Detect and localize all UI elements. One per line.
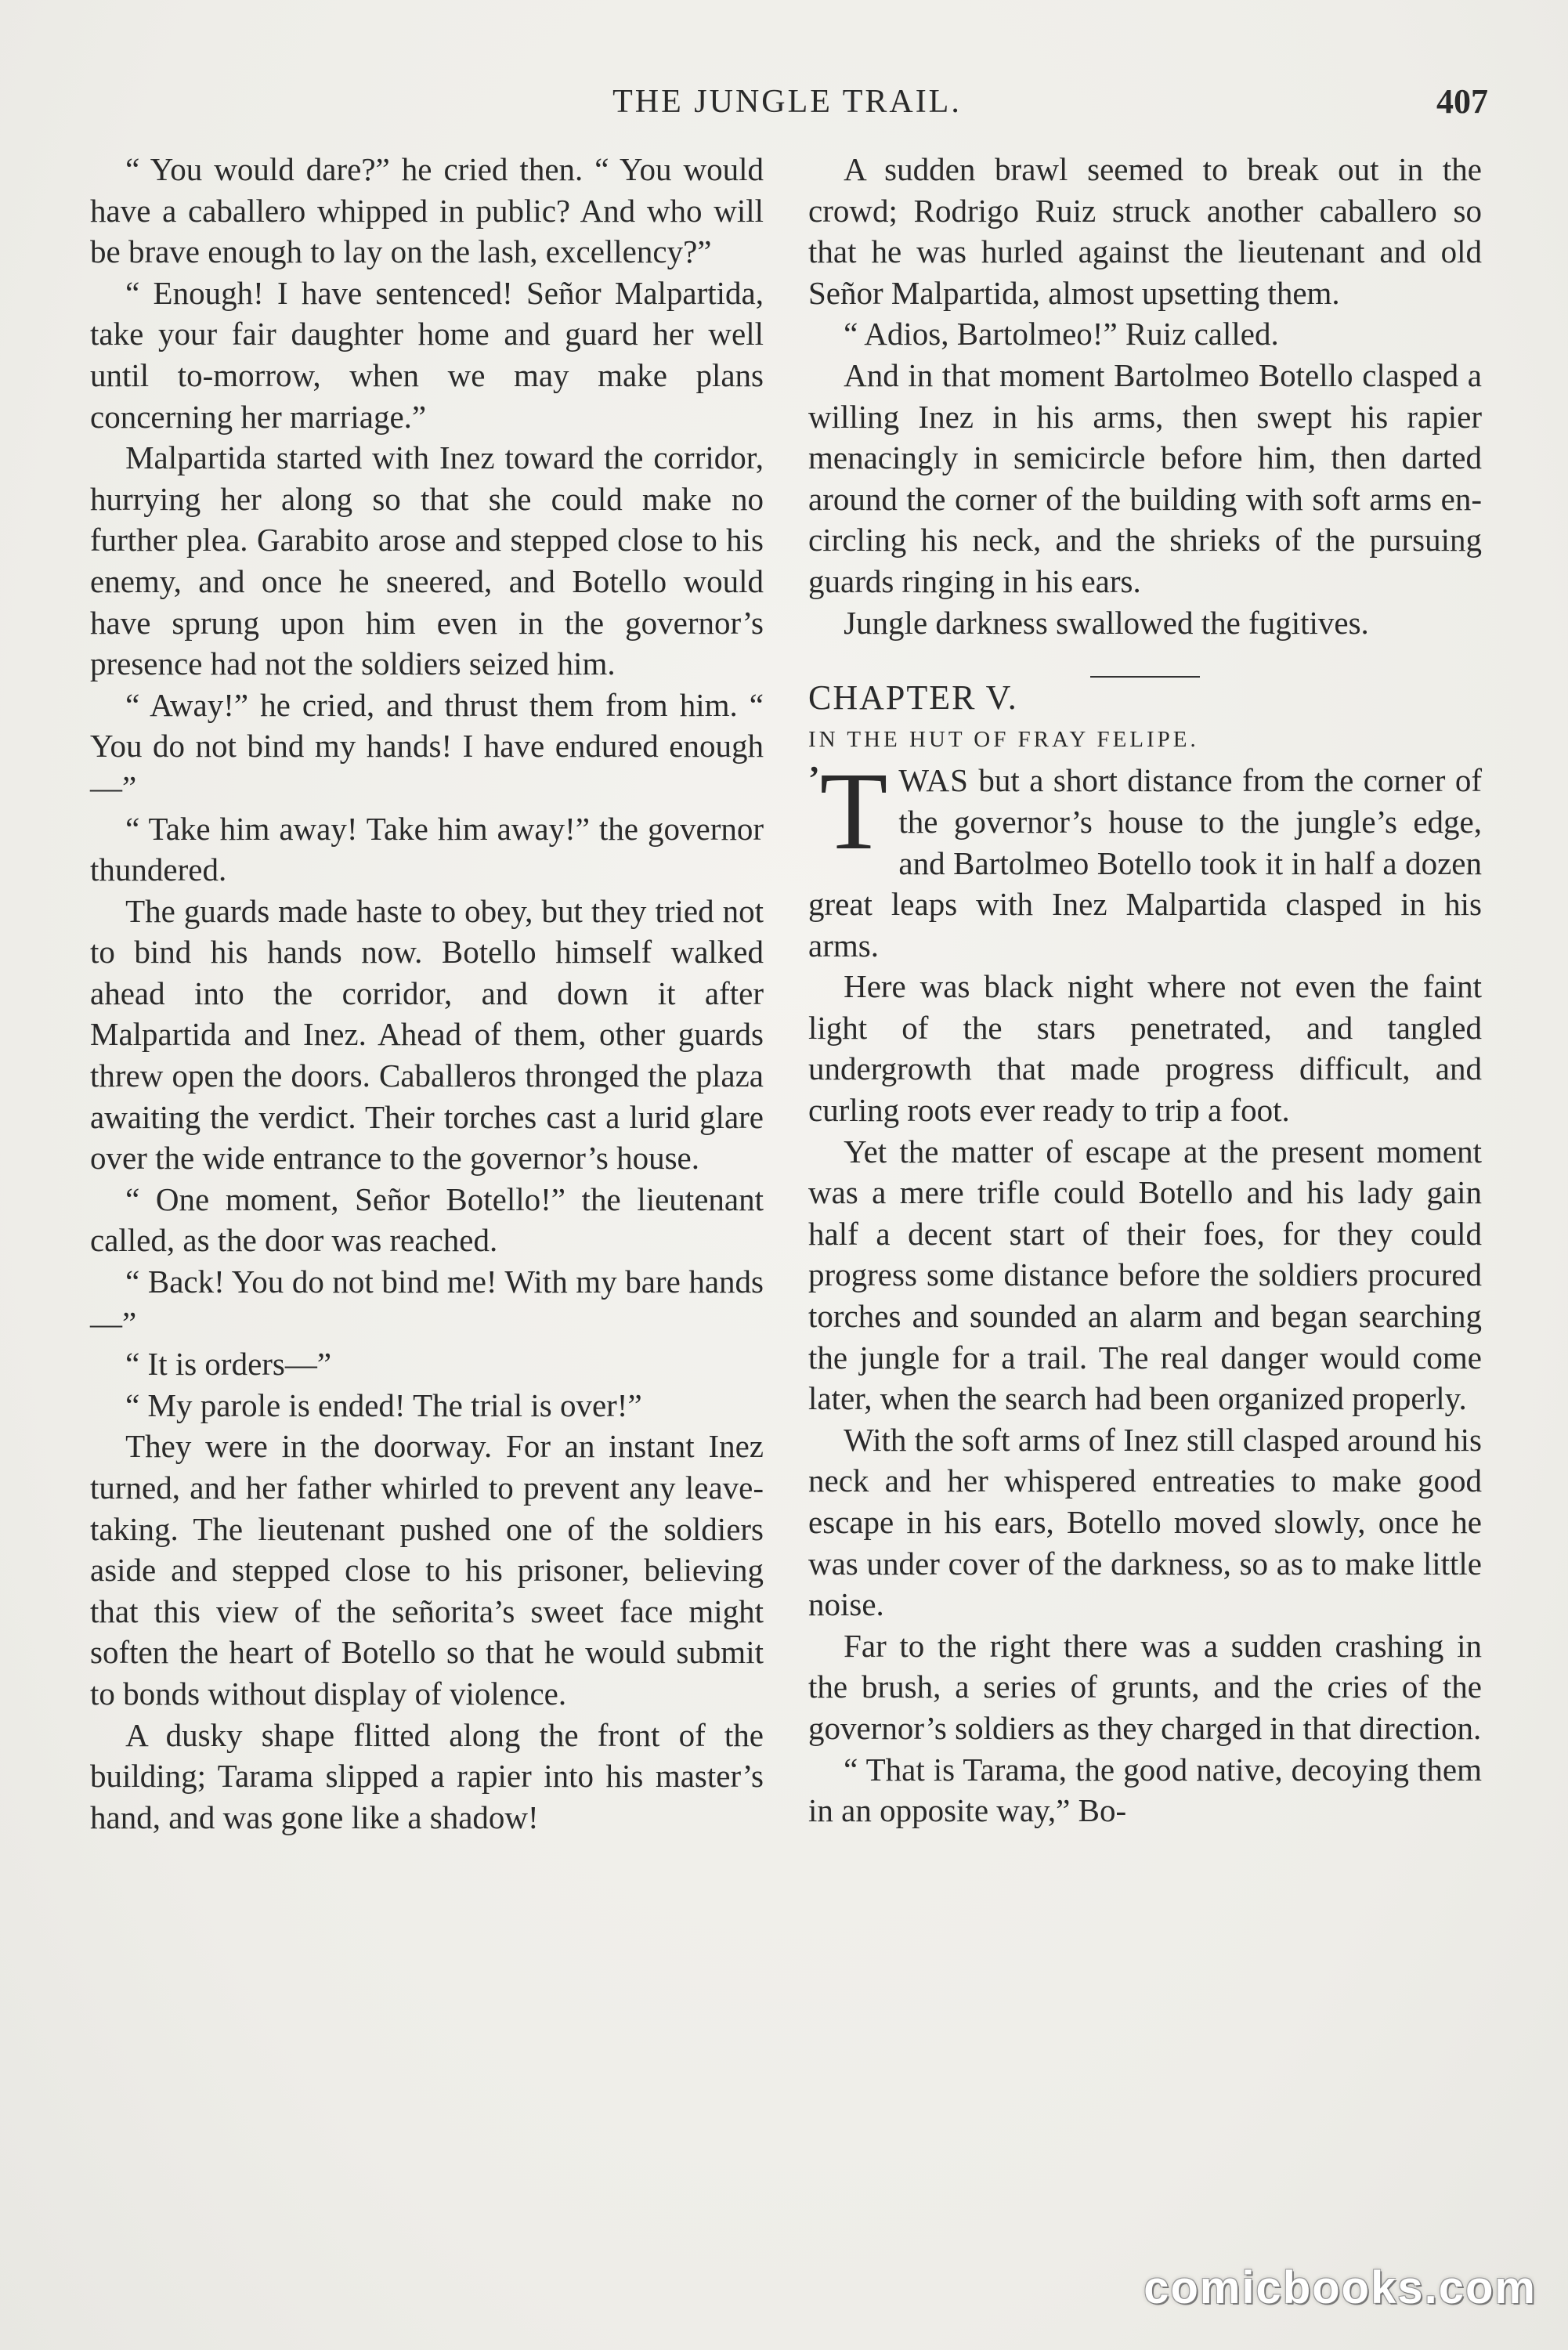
paragraph: They were in the doorway. For an instant Inez turned, and her father whirled to prevent any leave-taking. The lieutenant pushed one of the soldiers aside and stepped close to his prisoner, believing that this view of the señorita’s sweet face might soften the heart of Botello so that he would submit to bonds without display of violence.	[90, 1428, 764, 1712]
paragraph: Here was black night where not even the faint light of the stars penetrated, and tangled undergrowth that made progress difficult, and curling roots ever ready to trip a foot.	[808, 968, 1482, 1129]
chapter-title: IN THE HUT OF FRAY FELIPE.	[808, 726, 1199, 752]
paragraph: With the soft arms of Inez still clasped around his neck and her whispered entreaties to make good escape in his ears, Botello moved slowly, once he was under cover of the darkness, so as to make little noise.	[808, 1421, 1482, 1623]
right-column	[808, 149, 1482, 1831]
chapter-opening-paragraph	[808, 749, 1482, 966]
paragraph: “ One moment, Señor Botello!” the lieutenant called, as the door was reached.	[90, 1180, 764, 1259]
paragraph: Jungle darkness swallowed the fugitives.	[844, 604, 1369, 641]
first-word-rest: WAS	[898, 762, 969, 799]
paragraph: “ You would dare?” he cried then. “ You would have a caballero whipped in public? And who will be brave enough to lay on the lash, excellency?”	[90, 151, 764, 270]
page-number: 407	[1436, 82, 1488, 121]
paragraph: A dusky shape flitted along the front of the building; Tarama slipped a rapier into his master’s hand, and was gone like a shadow!	[90, 1716, 764, 1835]
paragraph: Malpartida started with Inez toward the corridor, hurrying her along so that she could make no further plea. Garabito arose and stepped close to his enemy, and once he sneered, and Botello would have sprung upon him even in the governor’s presence had not the soldiers seized him.	[90, 439, 764, 682]
paragraph: The guards made haste to obey, but they tried not to bind his hands now. Botello himself walked ahead into the corridor, and down it after Malpartida and Inez. Ahead of them, other guards threw open the doors. Caballeros thronged the plaza awaiting the verdict. Their torches cast a lurid glare over the wide entrance to the governor’s house.	[90, 892, 764, 1177]
paragraph: A sudden brawl seemed to break out in the crowd; Rodrigo Ruiz struck another caballero so that he was hurled against the lieutenant and old Señor Malpartida, almost upsetting them.	[808, 151, 1482, 311]
paragraph: “ My parole is ended! The trial is over!”	[125, 1386, 642, 1423]
running-head	[86, 78, 1488, 125]
site-watermark: comicbooks.com	[1143, 2262, 1537, 2313]
drop-cap-letter: T	[819, 749, 888, 873]
paragraph: “ It is orders—”	[125, 1346, 332, 1383]
opening-text: but a short distance from the corner of the governor’s house to the jungle’s edge, and Bartolmeo Botello took it in half a dozen great leaps with Inez Malpartida clasped in his arms.	[808, 762, 1482, 964]
paragraph: “ Back! You do not bind me! With my bare hands—”	[90, 1264, 764, 1341]
paragraph: “ That is Tarama, the good native, decoying them in an opposite way,” Bo-	[808, 1751, 1482, 1829]
dropcap-apostrophe: ’	[808, 759, 820, 798]
paragraph: And in that moment Bartolmeo Botello clasped a willing Inez in his arms, then swept his rapier menacingly in semicircle before him, then darted around the corner of the building with soft arms encircling his neck, and the shrieks of the pursuing guards ringing in his ears.	[808, 356, 1482, 599]
left-column	[90, 149, 764, 1838]
paragraph: Far to the right there was a sudden crashing in the brush, a series of grunts, and the cries of the governor’s soldiers as they charged in that direction.	[808, 1627, 1482, 1746]
paragraph: “ Enough! I have sentenced! Señor Malpartida, take your fair daughter home and guard her well until to-morrow, when we may make plans concerning her marriage.”	[90, 274, 764, 435]
paragraph: “ Take him away! Take him away!” the governor thundered.	[90, 810, 764, 888]
paragraph: Yet the matter of escape at the present moment was a mere trifle could Botello and his lady gain half a decent start of their foes, for they could progress some distance before the soldiers procured torches and sounded an alarm and began searching the jungle for a trail. The real danger would come later, when the search had been organized properly.	[808, 1133, 1482, 1417]
paragraph: “ Adios, Bartolmeo!” Ruiz called.	[844, 316, 1279, 352]
running-title: THE JUNGLE TRAIL.	[612, 84, 962, 120]
paragraph: “ Away!” he cried, and thrust them from him. “ You do not bind my hands! I have endured enough—”	[90, 686, 764, 805]
chapter-number: CHAPTER V.	[808, 678, 1018, 718]
